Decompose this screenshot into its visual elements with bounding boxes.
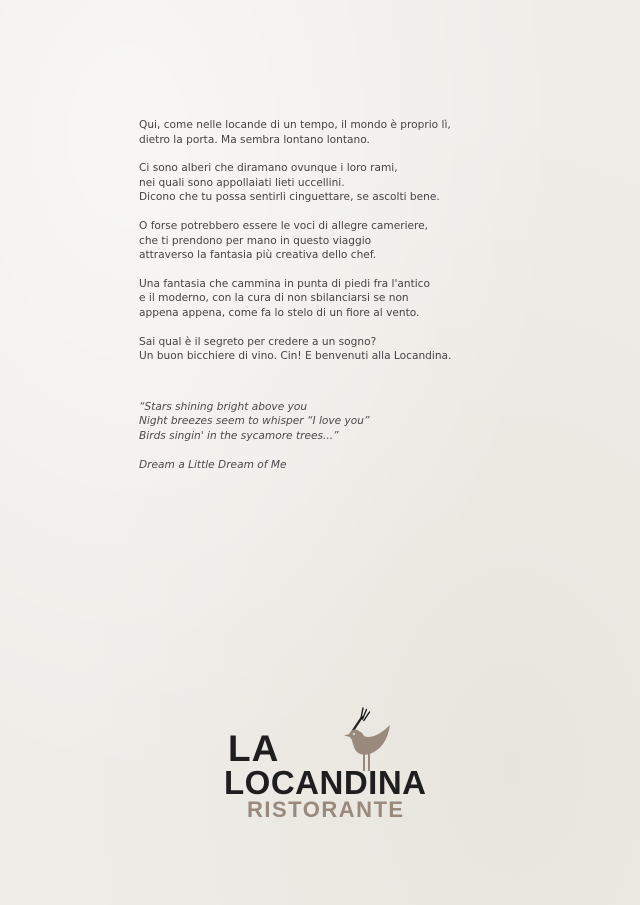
text-line: e il moderno, con la cura di non sbilanciarsi se non	[139, 292, 409, 305]
text-line: Un buon bicchiere di vino. Cin! E benvenuti alla Locandina.	[139, 350, 452, 363]
paragraph	[139, 118, 519, 147]
intro-text	[139, 118, 519, 472]
song-quote	[139, 400, 519, 444]
quote-line: “Stars shining bright above you	[139, 400, 308, 413]
text-line: O forse potrebbero essere le voci di allegre cameriere,	[139, 219, 429, 232]
text-line: nei quali sono appollaiati lieti uccellini.	[139, 176, 345, 189]
paragraph	[139, 335, 519, 364]
paragraph	[139, 277, 519, 321]
logo-line-ristorante: RISTORANTE	[247, 797, 405, 822]
quote-line: Birds singin' in the sycamore trees...”	[139, 429, 339, 442]
text-line: appena appena, come fa lo stelo di un fiore al vento.	[139, 306, 420, 319]
logo-line-la: LA	[228, 728, 280, 769]
text-line: Una fantasia che cammina in punta di piedi fra l'antico	[139, 277, 430, 290]
paragraph	[139, 161, 519, 205]
text-line: dietro la porta. Ma sembra lontano lontano.	[139, 133, 370, 146]
text-line: Dicono che tu possa sentirli cinguettare, se ascolti bene.	[139, 191, 440, 204]
logo-line-locandina: LOCANDINA	[224, 764, 427, 801]
restaurant-logo	[222, 700, 442, 830]
text-line: Ci sono alberi che diramano ovunque i loro rami,	[139, 162, 398, 175]
paragraph	[139, 219, 519, 263]
text-line: Qui, come nelle locande di un tempo, il mondo è proprio lì,	[139, 119, 451, 131]
song-title: Dream a Little Dream of Me	[139, 458, 287, 471]
text-line: che ti prendono per mano in questo viaggio	[139, 234, 372, 247]
quote-line: Night breezes seem to whisper “I love you”	[139, 415, 370, 428]
text-line: Sai qual è il segreto per credere a un sogno?	[139, 335, 377, 348]
text-line: attraverso la fantasia più creativa dello chef.	[139, 249, 377, 262]
